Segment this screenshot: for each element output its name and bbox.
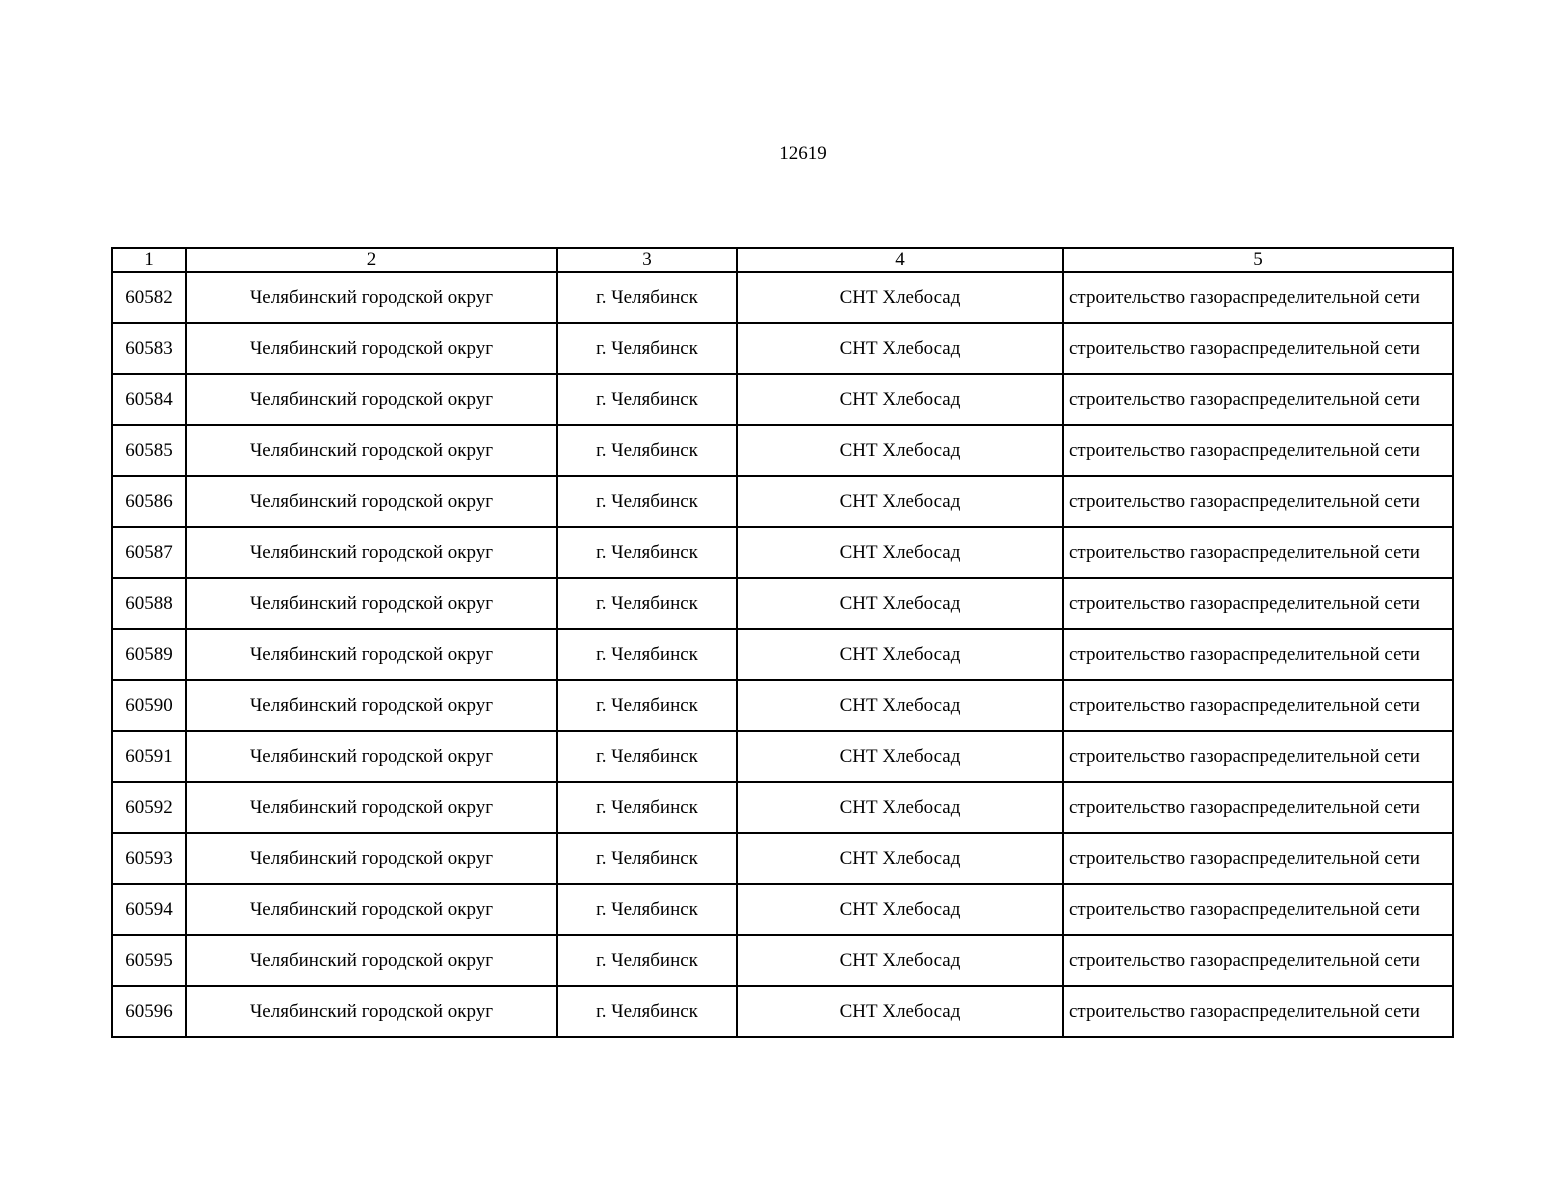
municipality-cell: Челябинский городской округ [186, 884, 557, 935]
municipality-cell: Челябинский городской округ [186, 527, 557, 578]
register-table-body [112, 248, 1453, 1037]
settlement-cell: г. Челябинск [557, 374, 737, 425]
purpose-cell: строительство газораспределительной сети [1063, 374, 1453, 425]
record-number-cell: 60583 [112, 323, 186, 374]
settlement-cell: г. Челябинск [557, 680, 737, 731]
settlement-cell: г. Челябинск [557, 272, 737, 323]
location-cell: СНТ Хлебосад [737, 884, 1063, 935]
municipality-cell: Челябинский городской округ [186, 680, 557, 731]
purpose-cell: строительство газораспределительной сети [1063, 833, 1453, 884]
purpose-cell: строительство газораспределительной сети [1063, 476, 1453, 527]
table-row [112, 833, 1453, 884]
location-cell: СНТ Хлебосад [737, 323, 1063, 374]
record-number-cell: 60589 [112, 629, 186, 680]
purpose-cell: строительство газораспределительной сети [1063, 527, 1453, 578]
municipality-cell: Челябинский городской округ [186, 986, 557, 1037]
record-number-cell: 60590 [112, 680, 186, 731]
purpose-cell: строительство газораспределительной сети [1063, 731, 1453, 782]
column-number-3: 3 [557, 248, 737, 272]
purpose-cell: строительство газораспределительной сети [1063, 680, 1453, 731]
table-row [112, 731, 1453, 782]
location-cell: СНТ Хлебосад [737, 272, 1063, 323]
table-row [112, 374, 1453, 425]
record-number-cell: 60592 [112, 782, 186, 833]
table-row [112, 272, 1453, 323]
location-cell: СНТ Хлебосад [737, 782, 1063, 833]
record-number-cell: 60595 [112, 935, 186, 986]
location-cell: СНТ Хлебосад [737, 374, 1063, 425]
settlement-cell: г. Челябинск [557, 986, 737, 1037]
settlement-cell: г. Челябинск [557, 731, 737, 782]
table-row [112, 323, 1453, 374]
municipality-cell: Челябинский городской округ [186, 272, 557, 323]
settlement-cell: г. Челябинск [557, 833, 737, 884]
municipality-cell: Челябинский городской округ [186, 578, 557, 629]
location-cell: СНТ Хлебосад [737, 935, 1063, 986]
settlement-cell: г. Челябинск [557, 476, 737, 527]
register-table [111, 247, 1454, 1038]
purpose-cell: строительство газораспределительной сети [1063, 323, 1453, 374]
record-number-cell: 60585 [112, 425, 186, 476]
municipality-cell: Челябинский городской округ [186, 935, 557, 986]
purpose-cell: строительство газораспределительной сети [1063, 629, 1453, 680]
column-number-1: 1 [112, 248, 186, 272]
municipality-cell: Челябинский городской округ [186, 731, 557, 782]
column-number-2: 2 [186, 248, 557, 272]
municipality-cell: Челябинский городской округ [186, 323, 557, 374]
record-number-cell: 60593 [112, 833, 186, 884]
settlement-cell: г. Челябинск [557, 323, 737, 374]
settlement-cell: г. Челябинск [557, 629, 737, 680]
settlement-cell: г. Челябинск [557, 935, 737, 986]
column-number-5: 5 [1063, 248, 1453, 272]
location-cell: СНТ Хлебосад [737, 629, 1063, 680]
purpose-cell: строительство газораспределительной сети [1063, 782, 1453, 833]
record-number-cell: 60587 [112, 527, 186, 578]
purpose-cell: строительство газораспределительной сети [1063, 986, 1453, 1037]
column-number-row [112, 248, 1453, 272]
table-row [112, 476, 1453, 527]
settlement-cell: г. Челябинск [557, 782, 737, 833]
location-cell: СНТ Хлебосад [737, 680, 1063, 731]
column-number-4: 4 [737, 248, 1063, 272]
municipality-cell: Челябинский городской округ [186, 476, 557, 527]
location-cell: СНТ Хлебосад [737, 833, 1063, 884]
location-cell: СНТ Хлебосад [737, 476, 1063, 527]
location-cell: СНТ Хлебосад [737, 527, 1063, 578]
table-row [112, 935, 1453, 986]
record-number-cell: 60584 [112, 374, 186, 425]
settlement-cell: г. Челябинск [557, 425, 737, 476]
table-row [112, 782, 1453, 833]
municipality-cell: Челябинский городской округ [186, 374, 557, 425]
purpose-cell: строительство газораспределительной сети [1063, 425, 1453, 476]
settlement-cell: г. Челябинск [557, 578, 737, 629]
municipality-cell: Челябинский городской округ [186, 629, 557, 680]
settlement-cell: г. Челябинск [557, 527, 737, 578]
location-cell: СНТ Хлебосад [737, 578, 1063, 629]
record-number-cell: 60594 [112, 884, 186, 935]
record-number-cell: 60582 [112, 272, 186, 323]
table-row [112, 629, 1453, 680]
municipality-cell: Челябинский городской округ [186, 782, 557, 833]
record-number-cell: 60588 [112, 578, 186, 629]
record-number-cell: 60591 [112, 731, 186, 782]
purpose-cell: строительство газораспределительной сети [1063, 272, 1453, 323]
purpose-cell: строительство газораспределительной сети [1063, 935, 1453, 986]
table-row [112, 884, 1453, 935]
table-row [112, 680, 1453, 731]
location-cell: СНТ Хлебосад [737, 425, 1063, 476]
settlement-cell: г. Челябинск [557, 884, 737, 935]
table-row [112, 527, 1453, 578]
record-number-cell: 60586 [112, 476, 186, 527]
municipality-cell: Челябинский городской округ [186, 425, 557, 476]
table-row [112, 986, 1453, 1037]
purpose-cell: строительство газораспределительной сети [1063, 884, 1453, 935]
municipality-cell: Челябинский городской округ [186, 833, 557, 884]
table-row [112, 578, 1453, 629]
location-cell: СНТ Хлебосад [737, 986, 1063, 1037]
page-number: 12619 [779, 143, 827, 164]
record-number-cell: 60596 [112, 986, 186, 1037]
location-cell: СНТ Хлебосад [737, 731, 1063, 782]
purpose-cell: строительство газораспределительной сети [1063, 578, 1453, 629]
table-row [112, 425, 1453, 476]
